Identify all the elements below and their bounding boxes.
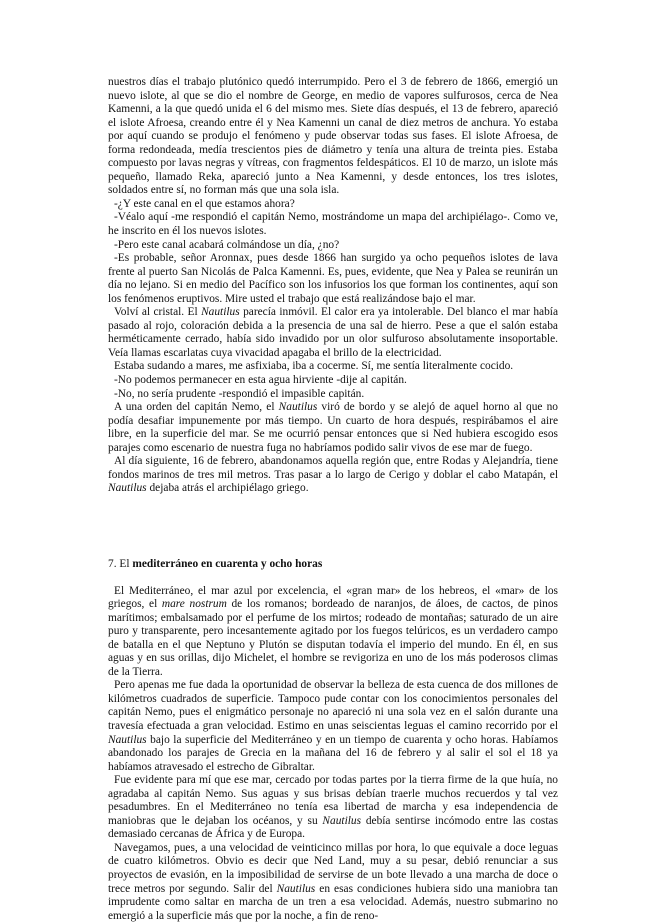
paragraph-text: bajo la superficie del Mediterráneo y en un tiempo de cuarenta y ocho horas. Habíamos abandonado los parajes de Grecia en la mañana del 16 de febrero y al salir el sol el 18 ya habíamos atravesado el estrecho de Gibraltar. <box>108 733 558 773</box>
paragraph-nemo-displeasure <box>108 774 558 842</box>
dialogue-not-prudent <box>108 388 558 402</box>
book-page <box>108 76 558 923</box>
paragraph-text: Navegamos, pues, a una velocidad de veinticinco millas por hora, lo que equivale a doce leguas de cuatro kilómetros. Obvio es decir que Ned Land, muy a su pesar, debió renunciar a sus proyectos de evasión, en la imposibilidad de servirse de un bote llevado a una marcha de doce o trece metros por segundo. Salir del <box>108 841 558 895</box>
paragraph-text: dejaba atrás el archipiélago griego. <box>146 482 309 495</box>
paragraph-text: El Mediterráneo, el mar azul por excelencia, el «gran mar» de los hebreos, el «mar» de los griegos, el <box>108 584 558 611</box>
chapter-title: mediterráneo en cuarenta y ocho horas <box>132 557 323 570</box>
paragraph-crossing <box>108 679 558 774</box>
dialogue-boiling-water <box>108 374 558 388</box>
paragraph-text: -No podemos permanecer en esta agua hirviente -dije al capitán. <box>114 374 407 387</box>
paragraph-volcano-history <box>108 76 558 198</box>
ship-name: Nautilus <box>278 401 318 414</box>
paragraph-text: viró de bordo y se alejó de aquel horno al que no podía desafiar impunemente por más tiempo. Un cuarto de hora después, respirábamos el aire libre, en la superficie del mar. Se me ocurrió pensar entonces que si Ned hubiera escogido esos parajes como escenario de nuestra fuga no habríamos podido salir vivos de ese mar de fuego. <box>108 401 559 454</box>
ship-name: Nautilus <box>108 733 147 746</box>
paragraph-text: -Véalo aquí -me respondió el capitán Nemo, mostrándome un mapa del archipiélago-. Como ve, he inscrito en él los nuevos islotes. <box>108 211 558 238</box>
paragraph-text: Estaba sudando a mares, me asfixiaba, iba a cocerme. Sí, me sentía literalmente cocido. <box>114 360 514 373</box>
paragraph-text: -No, no sería prudente -respondió el impasible capitán. <box>114 387 365 400</box>
ship-name: Nautilus <box>322 814 362 827</box>
chapter-heading <box>108 558 558 572</box>
dialogue-islets-lava <box>108 252 558 306</box>
paragraph-text: Volví al cristal. El <box>114 306 202 319</box>
ship-name: Nautilus <box>276 882 316 895</box>
paragraph-mediterranean <box>108 585 558 680</box>
paragraph-text: Fue evidente para mí que ese mar, cercado por todas partes por la tierra firme de la que huía, no agradaba al capitán Nemo. Sus aguas y sus brisas debían traerle muchos recuerdos y tal vez pesadumbres. En el Mediterráneo no tenía esa libertad de marcha y esa independencia de maniobras que le dejaban los océanos, y su <box>108 774 558 827</box>
paragraph-sweating <box>108 360 558 374</box>
paragraph-text: de los romanos; bordeado de naranjos, de áloes, de cactos, de pinos marítimos; embalsamado por el perfume de los mirtos; rodeado de montañas; saturado de un aire puro y transparente, pero incesantemente agitado por los fuegos telúricos, es un verdadero campo de batalla en el que Neptuno y Plutón se disputan todavía el imperio del mundo. En él, en sus aguas y en sus orillas, dijo Michelet, el hombre se revigoriza en uno de los más poderosos climas de la Tierra. <box>108 598 558 678</box>
paragraph-leaving-archipelago <box>108 455 558 496</box>
paragraph-text: -Es probable, señor Aronnax, pues desde 1866 han surgido ya ocho pequeños islotes de lava frente al puerto San Nicolás de Palca Kamenni. Es, pues, evidente, que Nea y Palea se reunirán un día no lejano. Si en medio del Pacífico son los infusorios los que forman los continentes, aquí son los fenómenos eruptivos. Mire usted el trabajo que está realizándose bajo el mar. <box>108 252 558 305</box>
paragraph-text: parecía inmóvil. El calor era ya intolerable. Del blanco el mar había pasado al rojo, coloración debida a la presencia de una sal de hierro. Pese a que el salón estaba herméticamente cerrado, había sido invadido por un olor sulfuroso absolutamente insoportable. Veía llamas escarlatas cuya vivacidad apagaba el brillo de la electricidad. <box>108 306 559 359</box>
paragraph-text: A una orden del capitán Nemo, el <box>114 401 279 414</box>
paragraph-speed <box>108 842 558 923</box>
dialogue-nemo-map <box>108 211 558 238</box>
dialogue-canal-question <box>108 198 558 212</box>
paragraph-text: Al día siguiente, 16 de febrero, abandonamos aquella región que, entre Rodas y Alejandría, tiene fondos marinos de tres mil metros. Tras pasar a lo largo de Cerigo y doblar el cabo Matapán, el <box>108 455 558 481</box>
section-spacer <box>108 496 558 558</box>
paragraph-text: en esas condiciones hubiera sido una maniobra tan imprudente como saltar en marcha de un tren a esa velocidad. Además, nuestro submarino no emergió a la superficie más que por la noche, a fin de reno- <box>108 882 558 922</box>
paragraph-red-sea-heat <box>108 306 558 360</box>
paragraph-text: debía sentirse incómodo entre las costas demasiado cercanas de África y de Europa. <box>108 814 558 841</box>
paragraph-text: Pero apenas me fue dada la oportunidad de observar la belleza de esta cuenca de dos millones de kilómetros cuadrados de superficie. Tampoco pude contar con los conocimientos personales del capitán Nemo, pues el enigmático personaje no apareció ni una sola vez en el salón durante una travesía efectuada a gran velocidad. Estimo en unas seiscientas leguas el camino recorrido por el <box>108 679 558 732</box>
paragraph-text: nuestros días el trabajo plutónico quedó interrumpido. Pero el 3 de febrero de 1866, emergió un nuevo islote, al que se dio el nombre de George, en medio de vapores sulfurosos, cerca de Nea Kamenni, a la que quedó unida el 6 del mismo mes. Siete días después, el 13 de febrero, apareció el islote Afroesa, creando entre él y Nea Kamenni un canal de diez metros de anchura. Yo estaba por aquí cuando se produjo el fenómeno y pude observar todas sus fases. El islote Afroesa, de forma redondeada, medía trescientos pies de diámetro y tenía una altura de treinta pies. Estaba compuesto por lavas negras y vítreas, con fragmentos feldespáticos. El 10 de marzo, un islote más pequeño, llamado Reka, apareció junto a Nea Kamenni, y desde entonces, los tres islotes, soldados entre sí, no forman más que una sola isla. <box>108 76 558 197</box>
ship-name: Nautilus <box>201 306 240 319</box>
paragraph-nautilus-turns <box>108 401 558 455</box>
chapter-number: 7. El <box>108 557 133 570</box>
ship-name: Nautilus <box>108 482 147 495</box>
dialogue-canal-filling <box>108 239 558 253</box>
paragraph-text: -Pero este canal acabará colmándose un día, ¿no? <box>114 238 340 251</box>
latin-term: mare nostrum <box>161 598 227 611</box>
paragraph-text: -¿Y este canal en el que estamos ahora? <box>114 197 295 210</box>
heading-spacer <box>108 572 558 585</box>
